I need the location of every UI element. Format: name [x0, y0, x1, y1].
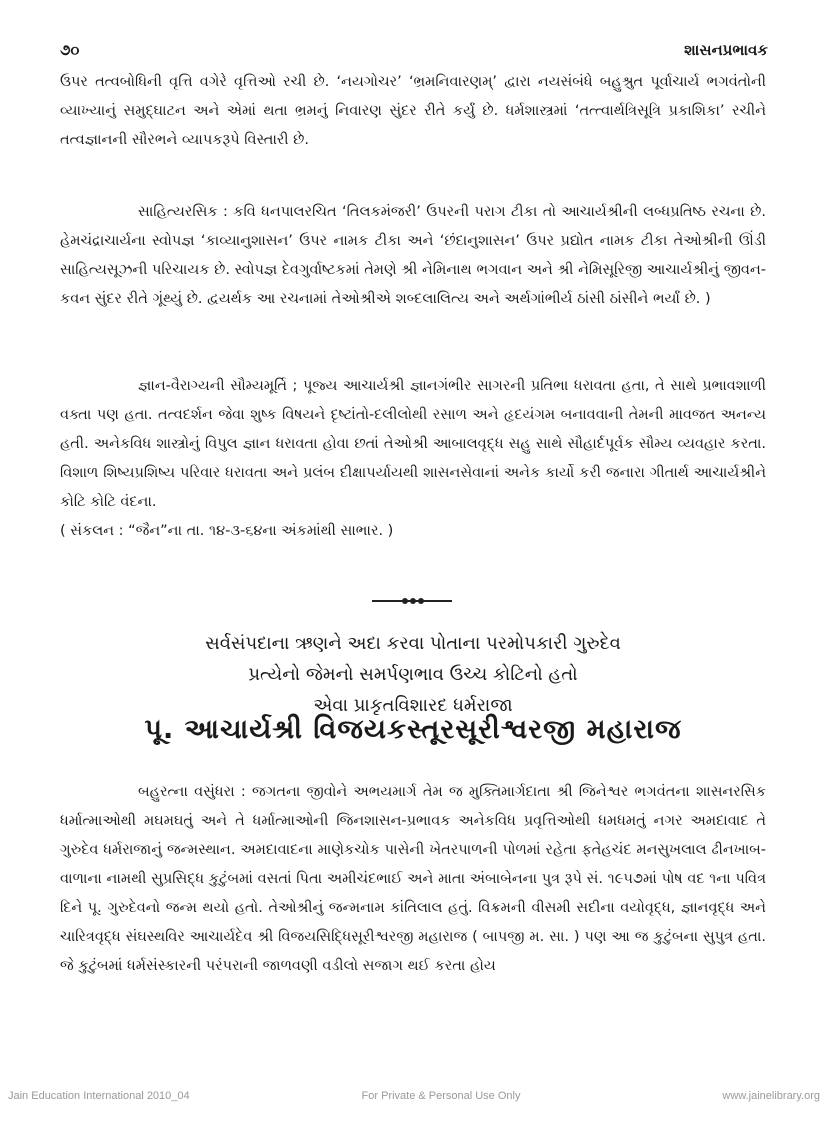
footer-publisher: Jain Education International 2010_04 — [8, 1090, 190, 1102]
subheading-line: સર્વસંપદાના ઋણને અદા કરવા પોતાના પરમોપકારી ગુરુદેવ — [205, 633, 621, 654]
divider-dot — [418, 598, 424, 604]
page-footer — [8, 1090, 820, 1102]
divider-dot — [402, 598, 408, 604]
source-credit: ( સંકલન : “જૈન”ના તા. ૧૪-૩-૬૪ના અંકમાંથી સાભાર. ) — [60, 523, 394, 539]
paragraph: સાહિત્યરસિક : કવિ ધનપાલરચિત ‘તિલકમંજરી’ ઉપરની પરાગ ટીકા તો આચાર્યશ્રીની લબ્ધપ્રતિષ્ઠ રચના છે. હેમચંદ્રાચાર્યના સ્વોપજ્ઞ ‘કાવ્યાનુશાસન’ ઉપર નામક ટીકા અને ‘છંદાનુશાસન’ ઉપર પ્રદ્યોત નામક ટીકા તેઓશ્રીની ઊંડી સાહિત્યસૂઝની પરિચાયક છે. સ્વોપજ્ઞ દેવગુર્વાષ્ટકમાં તેમણે શ્રી નેમિનાથ ભગવાન અને શ્રી નેમિસૂરિજી આચાર્યશ્રીનું જીવન-કવન સુંદર રીતે ગૂંથ્યું છે. દ્વયર્થક આ રચનામાં તેઓશ્રીએ શબ્દલાલિત્ય અને અર્થગાંભીર્ય ઠાંસી ઠાંસીને ભર્યાં છે. ) — [60, 204, 766, 307]
ornamental-divider — [372, 600, 452, 602]
footer-usage-note: For Private & Personal Use Only — [361, 1090, 521, 1102]
page-number: ૭૦ — [60, 41, 80, 59]
paragraph: બહુરત્ના વસુંધરા : જગતના જીવોને અભયમાર્ગ તેમ જ મુક્તિમાર્ગદાતા શ્રી જિનેશ્વર ભગવંતના શાસનરસિક ધર્માત્માઓથી મઘમઘતું અને તે ધર્માત્માઓની જિનશાસન-પ્રભાવક અનેકવિધ પ્રવૃત્તિઓથી ધમધમતું નગર અમદાવાદ તે ગુરુદેવ ધર્મરાજાનું જન્મસ્થાન. અમદાવાદના માણેકચોક પાસેની ખેતરપાળની પોળમાં રહેતા ફતેહચંદ મનસુખલાલ ઢીનખાબ-વાળાના નામથી સુપ્રસિદ્ધ કુટુંબમાં વસતાં પિતા અમીચંદભાઈ અને માતા અંબાબેનના પુત્ર રૂપે સં. ૧૯૫૭માં પોષ વદ ૧ના પવિત્ર દિને પૂ. ગુરુદેવનો જન્મ થયો હતો. તેઓશ્રીનું જન્મનામ કાંતિલાલ હતું. વિક્રમની વીસમી સદીના વયોવૃદ્ધ, જ્ઞાનવૃદ્ધ અને ચારિત્રવૃદ્ધ સંઘસ્થવિર આચાર્યદેવ શ્રી વિજયસિદ્ધિસૂરીશ્વરજી મહારાજ ( બાપજી મ. સા. ) પણ આ જ કુટુંબના સુપુત્ર હતા. જે કુટુંબમાં ધર્મસંસ્કારની પરંપરાની જાળવણી વડીલો સજાગ થઈ કરતા હોય — [60, 784, 766, 974]
section-sahityarasik — [60, 198, 766, 314]
paragraph: જ્ઞાન-વૈરાગ્યની સૌમ્યમૂર્તિ ; પૂજ્ય આચાર્યશ્રી જ્ઞાનગંભીર સાગરની પ્રતિભા ધરાવતા હતા, તે સાથે પ્રભાવશાળી વક્તા પણ હતા. તત્વદર્શન જેવા શુષ્ક વિષયને દૃષ્ટાંતો-દલીલોથી રસાળ અને હૃદયંગમ બનાવવાની તેમની માવજત અનન્ય હતી. અનેકવિધ શાસ્ત્રોનું વિપુલ જ્ઞાન ધરાવતા હોવા છતાં તેઓશ્રી આબાલવૃદ્ધ સહુ સાથે સૌહાર્દપૂર્વક સૌમ્ય વ્યવહાર કરતા. વિશાળ શિષ્યપ્રશિષ્ય પરિવાર ધરાવતા અને પ્રલંબ દીક્ષાપર્યાયથી શાસનસેવાનાં અનેક કાર્યો કરી જનારા ગીતાર્થ આચાર્યશ્રીને કોટિ કોટિ વંદના. — [60, 378, 766, 510]
subheading-line: પ્રત્યેનો જેમનો સમર્પણભાવ ઉચ્ચ કોટિનો હતો — [248, 664, 578, 685]
footer-website: www.jainelibrary.org — [722, 1090, 820, 1102]
section-tattvabodhini — [60, 68, 766, 155]
divider-dot — [410, 598, 416, 604]
chapter-subheading — [60, 628, 766, 721]
section-gyan-vairagya — [60, 372, 766, 546]
section-bahuratna-vasundhara — [60, 778, 766, 981]
chapter-title: પૂ. આચાર્યશ્રી વિજયકસ્તૂરસૂરીશ્વરજી મહારાજ — [144, 714, 682, 745]
subheading-line: એવા પ્રાકૃતવિશારદ ધર્મરાજા — [313, 695, 513, 716]
running-title: શાસનપ્રભાવક — [684, 41, 768, 59]
paragraph: ઉપર તત્વબોધિની વૃત્તિ વગેરે વૃત્તિઓ રચી છે. ‘નયગોચર’ ‘ભ્રમનિવારણમ્’ દ્વારા નયસંબંધે બહુશ્રુત પૂર્વાચાર્ય ભગવંતોની વ્યાખ્યાનું સમુદ્ઘાટન અને એમાં થતા ભ્રમનું નિવારણ સુંદર રીતે કર્યું છે. ધર્મશાસ્ત્રમાં ‘તત્ત્વાર્થત્રિસૂત્રિ પ્રકાશિકા’ રચીને તત્વજ્ઞાનની સૌરભને વ્યાપકરૂપે વિસ્તારી છે. — [60, 74, 766, 148]
page-header — [60, 38, 768, 62]
